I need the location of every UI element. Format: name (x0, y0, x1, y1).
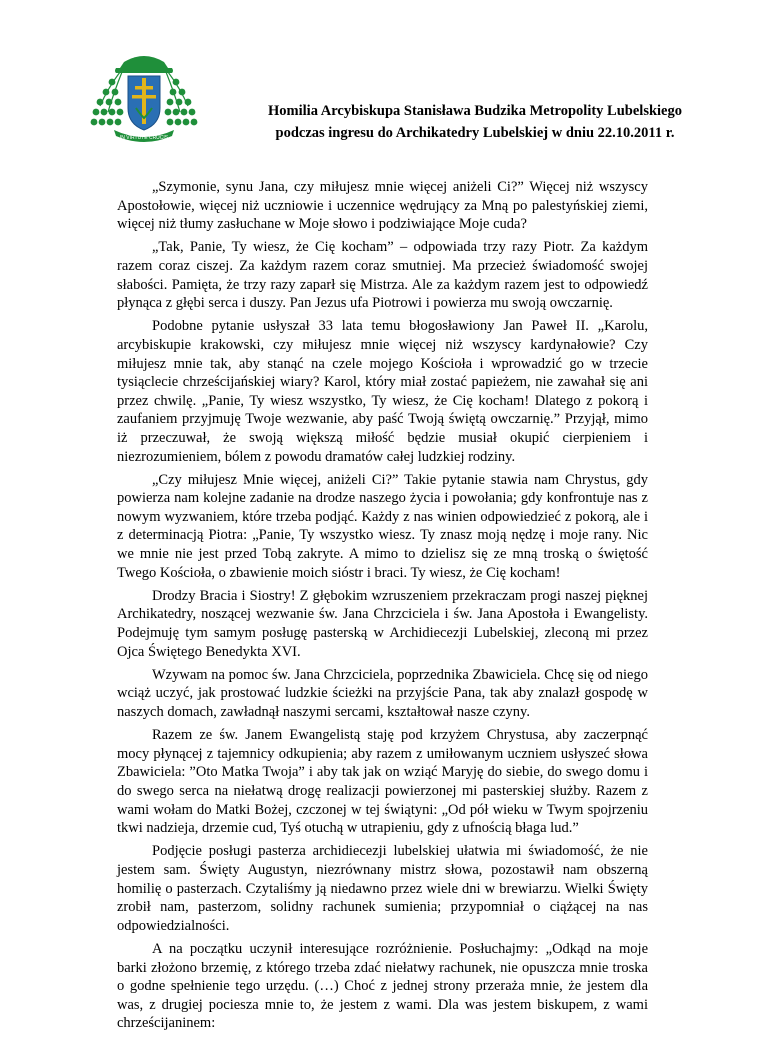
paragraph: Drodzy Bracia i Siostry! Z głębokim wzruszeniem przekraczam progi naszej pięknej Archikatedry, noszącej wezwanie św. Jana Chrzciciela i św. Jana Apostoła i Ewangelisty. Podejmuję tym samym posługę pasterską w Archidiecezji Lubelskiej, zleconą mi przez Ojca Świętego Benedykta XVI. (117, 587, 648, 660)
paragraph: „Szymonie, synu Jana, czy miłujesz mnie więcej aniżeli Ci?” Więcej niż wszyscy Apostołowie, więcej niż uczniowie i uczennice wędrujący za Mną po palestyńskiej ziemi, więcej niż tłumy zasłuchane w Moje słowo i podziwiające Moje cuda? (117, 179, 648, 233)
document-title (225, 100, 725, 144)
paragraph: Podobne pytanie usłyszał 33 lata temu błogosławiony Jan Paweł II. „Karolu, arcybiskupie krakowski, czy miłujesz mnie więcej niż wszyscy kardynałowie? Czy miłujesz mnie tak, aby stanąć na czele mojego Kościoła i wprowadzić go w trzecie tysiąclecie chrześcijańskiej wiary? Karol, który miał zostać papieżem, nie zawahał się ani przez chwilę. „Panie, Ty wiesz wszystko, Ty wiesz, że Cię kocham! Dlatego z pokorą i zaufaniem przyjmuję Twoje wezwanie, aby paść Twoją świętą owczarnię.” Przyjął, mimo iż przeczuwał, że swoją większą miłość będzie musiał okupić cierpieniem i niezrozumieniem, bólem z powodu dramatów całej ludzkiej rodziny. (117, 318, 648, 465)
paragraph: A na początku uczynił interesujące rozróżnienie. Posłuchajmy: „Odkąd na moje barki złożono brzemię, z którego trzeba zdać niełatwy rachunek, nie opuszcza mnie troska o godne spełnienie tego urzędu. (…) Choć z jednej strony przeraża mnie, że jestem dla was, z drugiej pociesza mnie to, że jestem z wami. Dla was jestem biskupem, z wami chrześcijaninem: (117, 940, 648, 1032)
paragraph: Razem ze św. Janem Ewangelistą staję pod krzyżem Chrystusa, aby zaczerpnąć mocy płynącej z tajemnicy odkupienia; aby razem z umiłowanym uczniem usłyszeć słowa Zbawiciela: ”Oto Matka Twoja” i aby tak jak on wziąć Maryję do siebie, do swego domu i do swego serca na niełatwą drogę realizacji powierzonej mi pasterskiej służby. Razem z wami wołam do Matki Bożej, czczonej w tej świątyni: „Od pół wieku w Twym spojrzeniu tkwi nadzieja, drzemie cud, Tyś otuchą w utrapieniu, gdy z ufnością błaga lud.” (117, 727, 648, 837)
motto-text: IN VIRTUTE CRUCIS (119, 135, 169, 141)
title-line-2: podczas ingresu do Archikatedry Lubelskiej w dniu 22.10.2011 r. (275, 125, 675, 141)
coat-of-arms-icon (88, 48, 200, 144)
paragraph: Wzywam na pomoc św. Jana Chrzciciela, poprzednika Zbawiciela. Chcę się od niego wciąż uczyć, jak prostować ludzkie ścieżki na przyjście Pana, tak aby znalazł gospodę w naszych domach, zawładnął naszymi sercami, kształtował nasze czyny. (117, 666, 648, 720)
paragraph: „Czy miłujesz Mnie więcej, aniżeli Ci?” Takie pytanie stawia nam Chrystus, gdy powierza nam kolejne zadanie na drodze naszego życia i powołania; gdy konfrontuje nas z nowym wyzwaniem, które trzeba podjąć. Każdy z nas winien odpowiedzieć z pokorą, ale i z determinacją Piotra: „Panie, Ty wszystko wiesz. Ty znasz moją nędzę i moje rany. Nic we mnie nie jest przed Tobą zakryte. A mimo to dzielisz się ze mną troską o świętość Twego Kościoła, o zbawienie moich sióstr i braci. Ty wiesz, że Cię kocham! (117, 471, 648, 581)
paragraph: „Tak, Panie, Ty wiesz, że Cię kocham” – odpowiada trzy razy Piotr. Za każdym razem coraz ciszej. Za każdym razem coraz smutniej. Ma przecież świadomość swojej słabości. Pamięta, że trzy razy zaparł się Mistrza. Ale za każdym razem jest to odpowiedź płynąca z głębi serca i duszy. Pan Jezus ufa Piotrowi i powierza mu swoją owczarnię. (117, 239, 648, 312)
homily-body (117, 178, 648, 1037)
paragraph: Podjęcie posługi pasterza archidiecezji lubelskiej ułatwia mi świadomość, że nie jestem sam. Święty Augustyn, niezrównany mistrz słowa, pozostawił nam obszerną homilię o pasterzach. Czytaliśmy ją niedawno przez wiele dni w brewiarzu. Wielki Święty zrobił nam, pasterzom, solidny rachunek sumienia; przypomniał o ciążącej na nas odpowiedzialności. (117, 843, 648, 934)
title-line-1: Homilia Arcybiskupa Stanisława Budzika Metropolity Lubelskiego (268, 103, 682, 119)
